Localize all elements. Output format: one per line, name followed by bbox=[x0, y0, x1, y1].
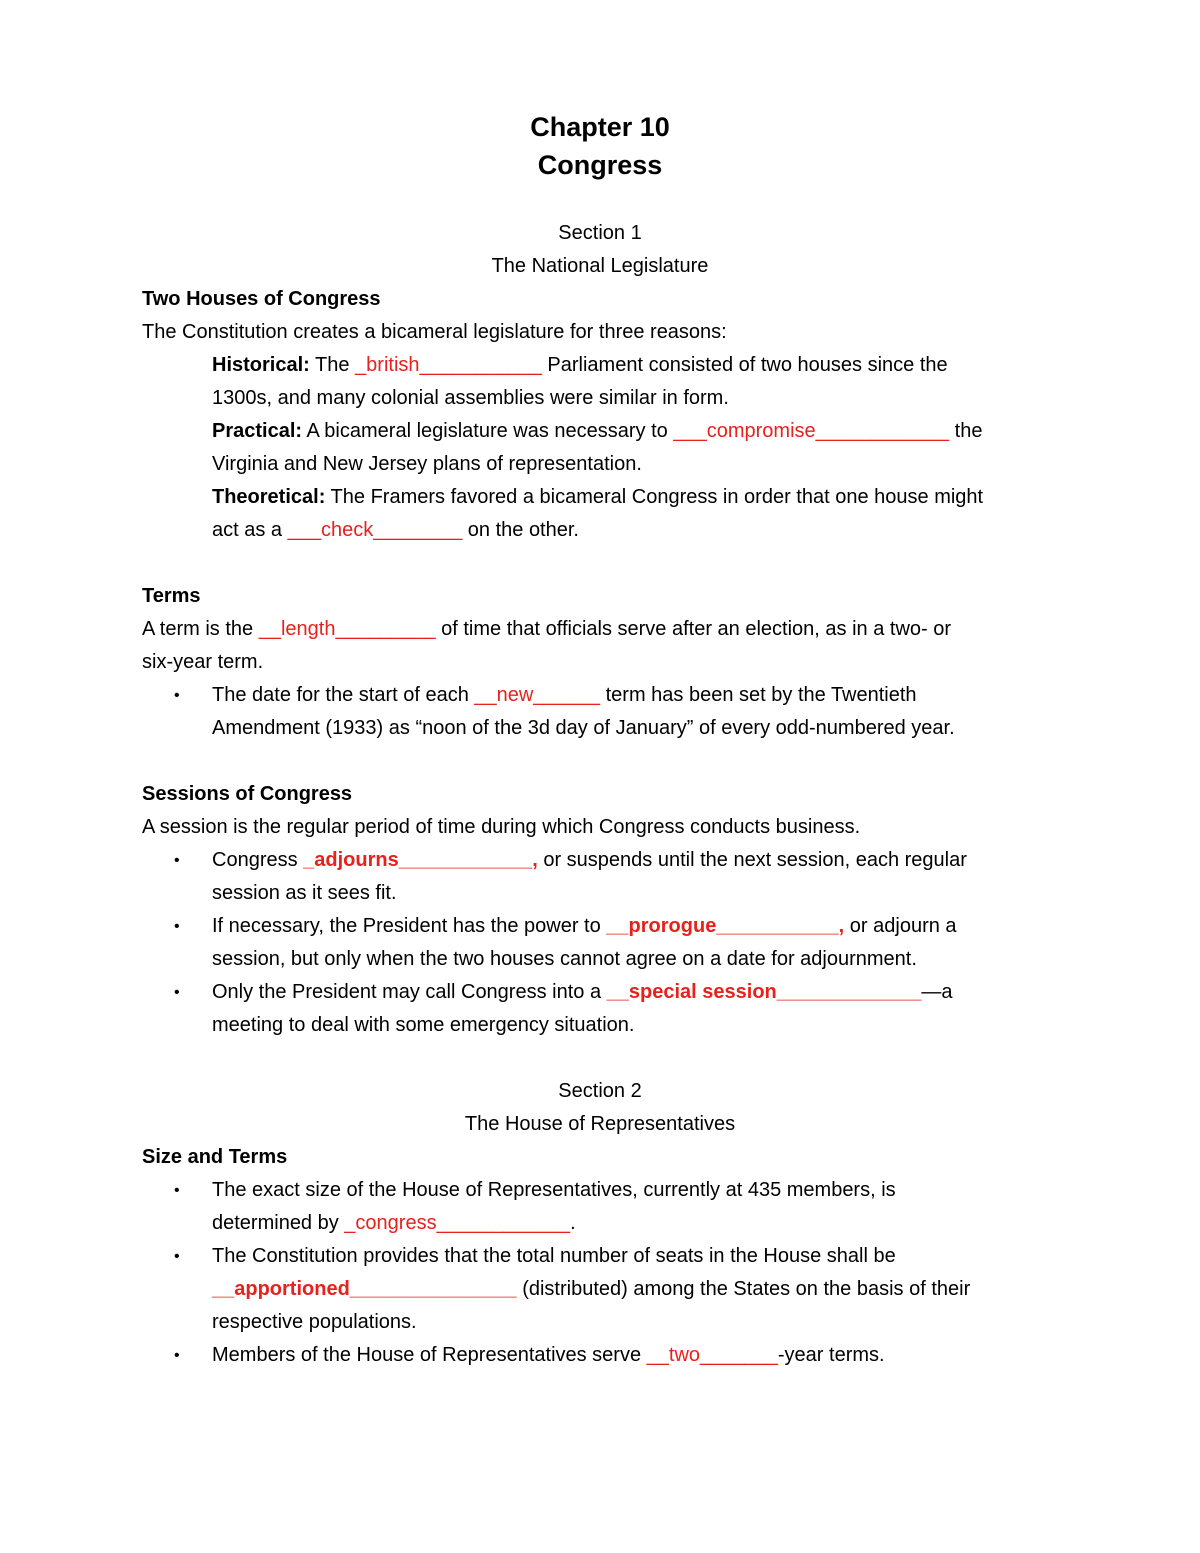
size-b3-post: -year terms. bbox=[777, 1344, 885, 1366]
terms-pre: A term is the bbox=[142, 618, 259, 640]
size-b1-line1: The exact size of the House of Representatives, currently at 435 members, is bbox=[212, 1179, 896, 1201]
size-terms-heading: Size and Terms bbox=[142, 1146, 288, 1168]
size-b2-line1: The Constitution provides that the total number of seats in the House shall be bbox=[212, 1245, 896, 1267]
bullet-icon: • bbox=[174, 918, 180, 935]
sessions-b1-answer: _adjourns____________, bbox=[303, 849, 538, 871]
section-1-title: The National Legislature bbox=[491, 255, 709, 277]
theoretical-pre: act as a bbox=[212, 519, 288, 541]
terms-heading: Terms bbox=[142, 585, 201, 607]
bullet-icon: • bbox=[174, 852, 180, 869]
historical-cont: 1300s, and many colonial assemblies were similar in form. bbox=[212, 387, 729, 409]
terms-definition bbox=[142, 613, 1058, 646]
theoretical-post: on the other. bbox=[462, 519, 579, 541]
sessions-b1-cont: session as it sees fit. bbox=[212, 882, 397, 904]
practical-pre: A bicameral legislature was necessary to bbox=[302, 420, 674, 442]
sessions-b3-post: —a bbox=[921, 981, 953, 1003]
theoretical-text: The Framers favored a bicameral Congress in order that one house might bbox=[325, 486, 984, 508]
theoretical-reason bbox=[142, 481, 1058, 514]
practical-reason bbox=[142, 415, 1058, 448]
terms-post: of time that officials serve after an election, as in a two- or bbox=[435, 618, 952, 640]
practical-cont: Virginia and New Jersey plans of representation. bbox=[212, 453, 642, 475]
size-b1-pre: determined by bbox=[212, 1212, 345, 1234]
sessions-b1-pre: Congress bbox=[212, 849, 304, 871]
terms-bullet-post: term has been set by the Twentieth bbox=[600, 684, 917, 706]
theoretical-label: Theoretical: bbox=[212, 486, 326, 508]
historical-reason bbox=[142, 349, 1058, 382]
size-b2-cont: respective populations. bbox=[212, 1311, 417, 1333]
sessions-b2-cont: session, but only when the two houses cannot agree on a date for adjournment. bbox=[212, 948, 917, 970]
sessions-intro: A session is the regular period of time during which Congress conducts business. bbox=[142, 816, 861, 838]
sessions-b1-post: or suspends until the next session, each regular bbox=[537, 849, 967, 871]
size-b1-post: . bbox=[570, 1212, 576, 1234]
size-b2-line2 bbox=[142, 1273, 1058, 1306]
size-b2-post: (distributed) among the States on the basis of their bbox=[516, 1278, 971, 1300]
bullet-icon: • bbox=[174, 1347, 180, 1364]
size-b3-pre: Members of the House of Representatives serve bbox=[212, 1344, 647, 1366]
list-item bbox=[142, 1339, 1058, 1372]
terms-bullet-pre: The date for the start of each bbox=[212, 684, 475, 706]
list-item bbox=[142, 844, 1058, 877]
size-b2-answer: __apportioned_______________ bbox=[212, 1278, 517, 1300]
two-houses-intro: The Constitution creates a bicameral legislature for three reasons: bbox=[142, 321, 727, 343]
list-item bbox=[142, 910, 1058, 943]
sessions-b2-answer: __prorogue___________, bbox=[606, 915, 845, 937]
historical-label: Historical: bbox=[212, 354, 310, 376]
terms-bullet-answer: __new______ bbox=[474, 684, 601, 706]
sessions-b3-cont: meeting to deal with some emergency situation. bbox=[212, 1014, 635, 1036]
bullet-icon: • bbox=[174, 1182, 180, 1199]
bullet-icon: • bbox=[174, 687, 180, 704]
sessions-b2-post: or adjourn a bbox=[844, 915, 957, 937]
practical-label: Practical: bbox=[212, 420, 303, 442]
historical-pre: The bbox=[309, 354, 356, 376]
bullet-icon: • bbox=[174, 984, 180, 1001]
terms-cont: six-year term. bbox=[142, 651, 264, 673]
section-2-label: Section 2 bbox=[558, 1080, 642, 1102]
practical-answer: ___compromise____________ bbox=[673, 420, 950, 442]
historical-answer: _british___________ bbox=[355, 354, 542, 376]
sessions-b2-pre: If necessary, the President has the power to bbox=[212, 915, 607, 937]
theoretical-answer: ___check________ bbox=[287, 519, 463, 541]
size-b3-answer: __two_______ bbox=[646, 1344, 778, 1366]
list-item bbox=[142, 1174, 1058, 1207]
terms-answer: __length_________ bbox=[258, 618, 436, 640]
sessions-heading: Sessions of Congress bbox=[142, 783, 353, 805]
terms-bullet-cont: Amendment (1933) as “noon of the 3d day of January” of every odd-numbered year. bbox=[212, 717, 955, 739]
practical-post: the bbox=[949, 420, 983, 442]
section-1-label: Section 1 bbox=[558, 222, 642, 244]
size-b1-answer: _congress____________ bbox=[344, 1212, 571, 1234]
section-2-title: The House of Representatives bbox=[464, 1113, 736, 1135]
sessions-b3-pre: Only the President may call Congress into a bbox=[212, 981, 607, 1003]
theoretical-cont bbox=[142, 514, 1058, 547]
size-b1-cont bbox=[142, 1207, 1058, 1240]
chapter-subtitle: Congress bbox=[537, 150, 663, 180]
bullet-icon: • bbox=[174, 1248, 180, 1265]
chapter-title: Chapter 10 bbox=[530, 112, 670, 142]
historical-post: Parliament consisted of two houses since the bbox=[541, 354, 948, 376]
worksheet bbox=[142, 108, 1058, 1372]
list-item bbox=[142, 976, 1058, 1009]
list-item bbox=[142, 679, 1058, 712]
list-item bbox=[142, 1240, 1058, 1273]
two-houses-heading: Two Houses of Congress bbox=[142, 288, 381, 310]
sessions-b3-answer: __special session_____________ bbox=[606, 981, 922, 1003]
